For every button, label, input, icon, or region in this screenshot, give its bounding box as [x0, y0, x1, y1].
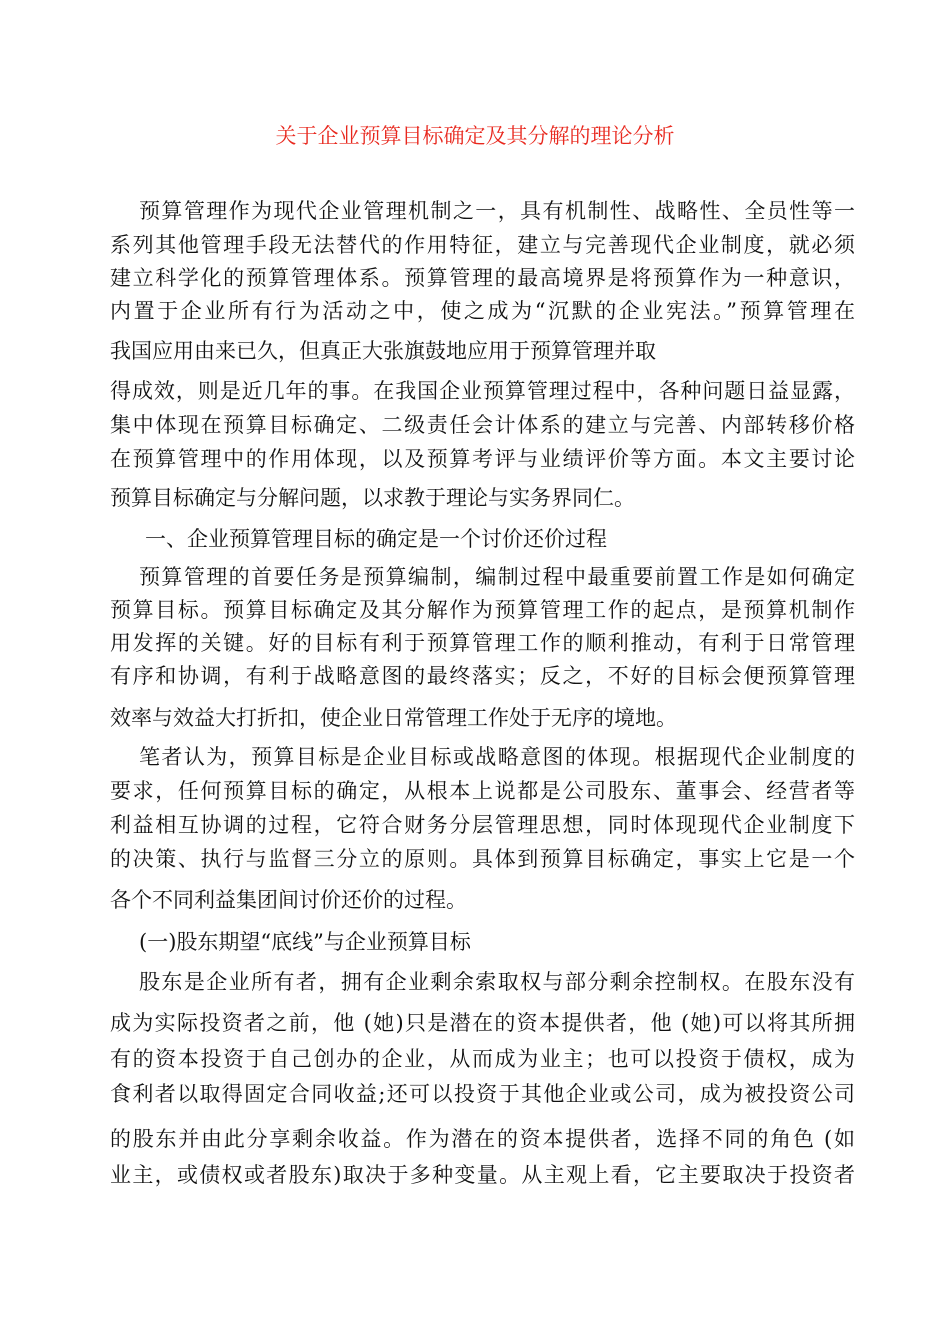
body-line: 用发挥的关键。好的目标有利于预算管理工作的顺利推动，有利于日常管理 [110, 631, 855, 655]
document-title: 关于企业预算目标确定及其分解的理论分析 [275, 124, 675, 148]
body-line: 笔者认为，预算目标是企业目标或战略意图的体现。根据现代企业制度的 [139, 745, 855, 769]
section-heading: 一、企业预算管理目标的确定是一个讨价还价过程 [145, 527, 607, 551]
body-line: 我国应用由来已久，但真正大张旗鼓地应用于预算管理并取 [110, 339, 656, 363]
body-line: 预算管理作为现代企业管理机制之一，具有机制性、战略性、全员性等一 [139, 199, 855, 223]
body-line: 有的资本投资于自己创办的企业，从而成为业主；也可以投资于债权，成为 [110, 1047, 855, 1071]
body-line: 利益相互协调的过程，它符合财务分层管理思想，同时体现现代企业制度下 [110, 813, 855, 837]
body-line: 得成效，则是近几年的事。在我国企业预算管理过程中，各种问题日益显露， [110, 379, 855, 403]
body-line: 系列其他管理手段无法替代的作用特征，建立与完善现代企业制度，就必须 [110, 233, 855, 257]
body-line: 业主，或债权或者股东)取决于多种变量。从主观上看，它主要取决于投资者 [110, 1163, 855, 1187]
body-line: 在预算管理中的作用体现，以及预算考评与业绩评价等方面。本文主要讨论 [110, 447, 855, 471]
body-line: 集中体现在预算目标确定、二级责任会计体系的建立与完善、内部转移价格 [110, 413, 855, 437]
body-line: 预算管理的首要任务是预算编制，编制过程中最重要前置工作是如何确定 [139, 565, 855, 589]
body-line: 效率与效益大打折扣，使企业日常管理工作处于无序的境地。 [110, 706, 677, 730]
body-line: 的股东并由此分享剩余收益。作为潜在的资本提供者，选择不同的角色 (如 [110, 1127, 855, 1151]
body-line: 的决策、执行与监督三分立的原则。具体到预算目标确定，事实上它是一个 [110, 847, 855, 871]
body-line: 食利者以取得固定合同收益;还可以投资于其他企业或公司，成为被投资公司 [110, 1082, 855, 1106]
body-line: 成为实际投资者之前，他 (她)只是潜在的资本提供者，他 (她)可以将其所拥 [110, 1011, 855, 1035]
body-line: 预算目标。预算目标确定及其分解作为预算管理工作的起点，是预算机制作 [110, 598, 855, 622]
body-line: 有序和协调，有利于战略意图的最终落实；反之，不好的目标会便预算管理 [110, 664, 855, 688]
body-line: 预算目标确定与分解问题，以求教于理论与实务界同仁。 [110, 486, 635, 510]
body-line: 内置于企业所有行为活动之中，使之成为“沉默的企业宪法。”预算管理在 [110, 299, 855, 323]
body-line: 各个不同利益集团间讨价还价的过程。 [110, 888, 467, 912]
body-line: 股东是企业所有者，拥有企业剩余索取权与部分剩余控制权。在股东没有 [139, 970, 855, 994]
subsection-heading: (一)股东期望“底线”与企业预算目标 [139, 930, 471, 954]
body-line: 要求，任何预算目标的确定，从根本上说都是公司股东、董事会、经营者等 [110, 779, 855, 803]
body-line: 建立科学化的预算管理体系。预算管理的最高境界是将预算作为一种意识， [110, 266, 855, 290]
